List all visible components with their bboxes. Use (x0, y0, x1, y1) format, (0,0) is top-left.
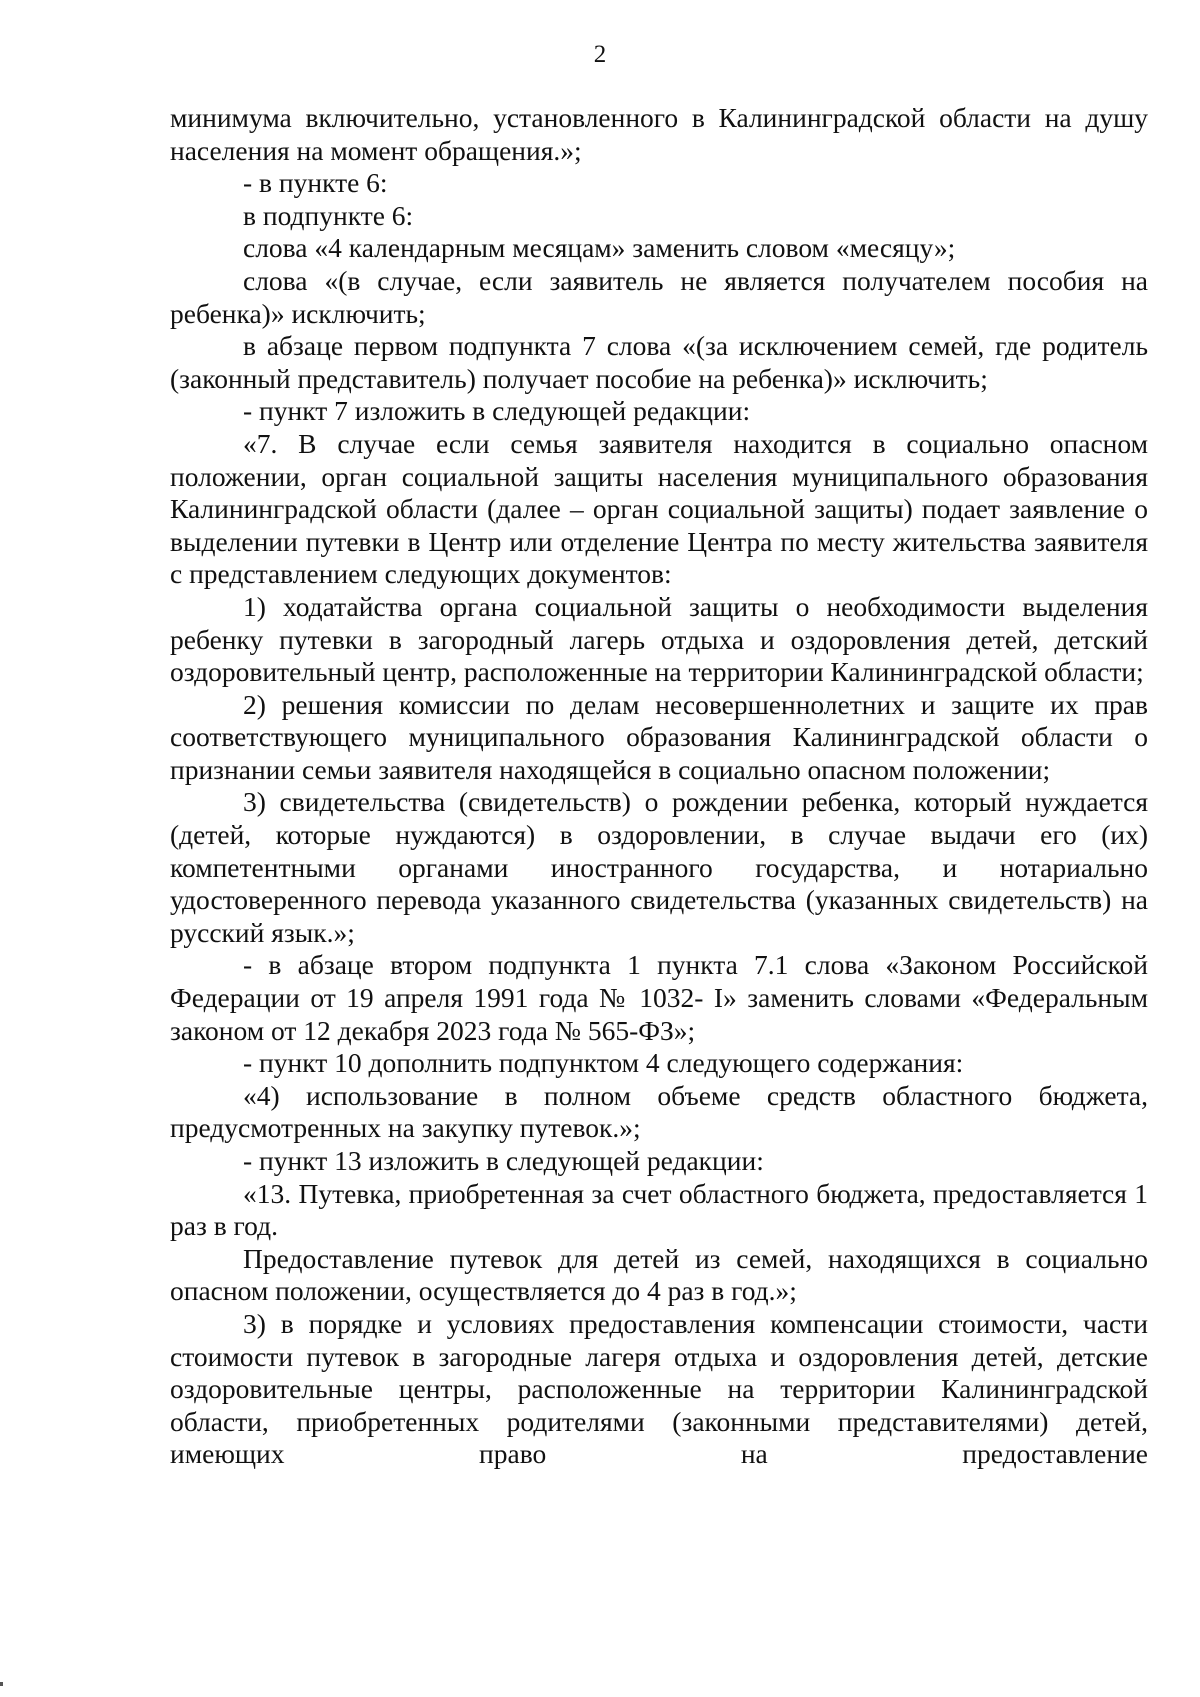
paragraph-words-replace: слова «4 календарным месяцам» заменить словом «месяцу»; (243, 232, 956, 264)
paragraph-item-13-extra: Предоставление путевок для детей из семей, находящихся в социально опасном положении, осуществляется до 4 раз в год.»; (170, 1242, 1148, 1307)
paragraph-words-exclude: слова «(в случае, если заявитель не является получателем пособия на ребенка)» исключить; (170, 264, 1148, 329)
paragraph-doc-1: 1) ходатайства органа социальной защиты о необходимости выделения ребенку путевки в загородный лагерь отдыха и оздоровления детей, детский оздоровительный центр, расположенные на территории Калининградской области; (170, 590, 1148, 688)
document-body (170, 102, 1148, 1471)
paragraph-item-13-header: - пункт 13 изложить в следующей редакции: (243, 1145, 764, 1176)
paragraph-section-3: 3) в порядке и условиях предоставления компенсации стоимости, части стоимости путевок в загородные лагеря отдыха и оздоровления детей, детские оздоровительные центры, расположенные на территории Калининградской области, приобретенных родителями (законными представителями) детей, имеющих право на предоставление (170, 1307, 1148, 1470)
page-number: 2 (593, 41, 607, 68)
paragraph-doc-3: 3) свидетельства (свидетельств) о рождении ребенка, который нуждается (детей, которые нуждаются) в оздоровлении, в случае выдачи его (их) компетентными органами иностранного государства, и нотариально удостоверенного перевода указанного свидетельства (указанных свидетельств) на русский язык.»; (170, 786, 1148, 948)
paragraph-item-7-1: - в абзаце втором подпункта 1 пункта 7.1 слова «Законом Российской Федерации от 19 апреля 1991 года № 1032- I» заменить словами «Федеральным законом от 12 декабря 2023 года № 565-ФЗ»; (170, 949, 1148, 1046)
paragraph-item-7-text: «7. В случае если семья заявителя находится в социально опасном положении, орган социальной защиты населения муниципального образования Калининградской области (далее – орган социальной защиты) подает заявление о выделении путевки в Центр или отделение Центра по месту жительства заявителя с представлением следующих документов: (170, 427, 1148, 590)
paragraph-first-abzac: в абзаце первом подпункта 7 слова «(за исключением семей, где родитель (законный представитель) получает пособие на ребенка)» исключить; (170, 330, 1148, 394)
paragraph-item-6: - в пункте 6: (243, 167, 388, 199)
paragraph-item-7-header: - пункт 7 изложить в следующей редакции: (243, 395, 751, 427)
paragraph-subitem-6: в подпункте 6: (243, 199, 414, 231)
paragraph-item-10-4: «4) использование в полном объеме средств областного бюджета, предусмотренных на закупку путевок.»; (170, 1079, 1148, 1144)
paragraph-item-10-header: - пункт 10 дополнить подпунктом 4 следующего содержания: (243, 1047, 964, 1079)
paragraph-doc-2: 2) решения комиссии по делам несовершеннолетних и защите их прав соответствующего муниципального образования Калининградской области о признании семьи заявителя находящейся в социально опасном положении; (170, 688, 1148, 785)
scan-edge-mark (0, 1682, 3, 1686)
paragraph-continuation: минимума включительно, установленного в Калининградской области на душу населения на момент обращения.»; (170, 102, 1148, 166)
paragraph-item-13-text: «13. Путевка, приобретенная за счет областного бюджета, предоставляется 1 раз в год. (170, 1177, 1148, 1242)
